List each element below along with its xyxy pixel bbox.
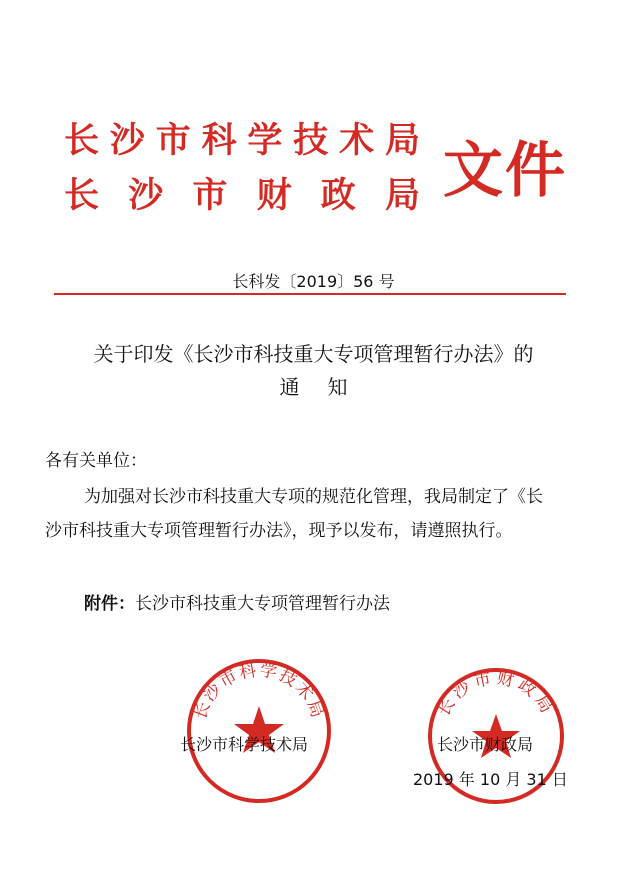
document-number: 长科发〔2019〕56 号 (232, 272, 395, 291)
attachment (84, 589, 390, 614)
page-title: 关于印发《长沙市科技重大专项管理暂行办法》的 (93, 342, 534, 366)
issuer-line-1: 长沙市科学技术局 (64, 120, 420, 161)
attachment-label: 附件： (84, 594, 135, 614)
stamp-text-1: 长沙市科学技术局 (190, 660, 328, 723)
issue-date: 2019 年 10 月 31 日 (413, 770, 568, 789)
signer-1: 长沙市科学技术局 (180, 735, 309, 754)
body-line-1: 为加强对长沙市科技重大专项的规范化管理，我局制定了《长 (84, 487, 543, 507)
page-title-line-2: 通知 (279, 375, 376, 399)
salutation: 各有关单位： (45, 451, 147, 471)
stamp-text-2: 长沙市财政局 (433, 668, 559, 720)
document-word: 文件 (443, 136, 567, 206)
body-line-2: 沙市科技重大专项管理暂行办法》，现予以发布，请遵照执行。 (45, 521, 513, 541)
signer-2: 长沙市财政局 (437, 735, 534, 754)
svg-text:长沙市财政局 (434, 668, 559, 720)
issuer-line-2: 长沙市财政局 (64, 175, 420, 216)
stamp-science-bureau (184, 656, 334, 806)
attachment-text: 长沙市科技重大专项管理暂行办法 (135, 594, 390, 614)
red-divider (54, 293, 566, 295)
